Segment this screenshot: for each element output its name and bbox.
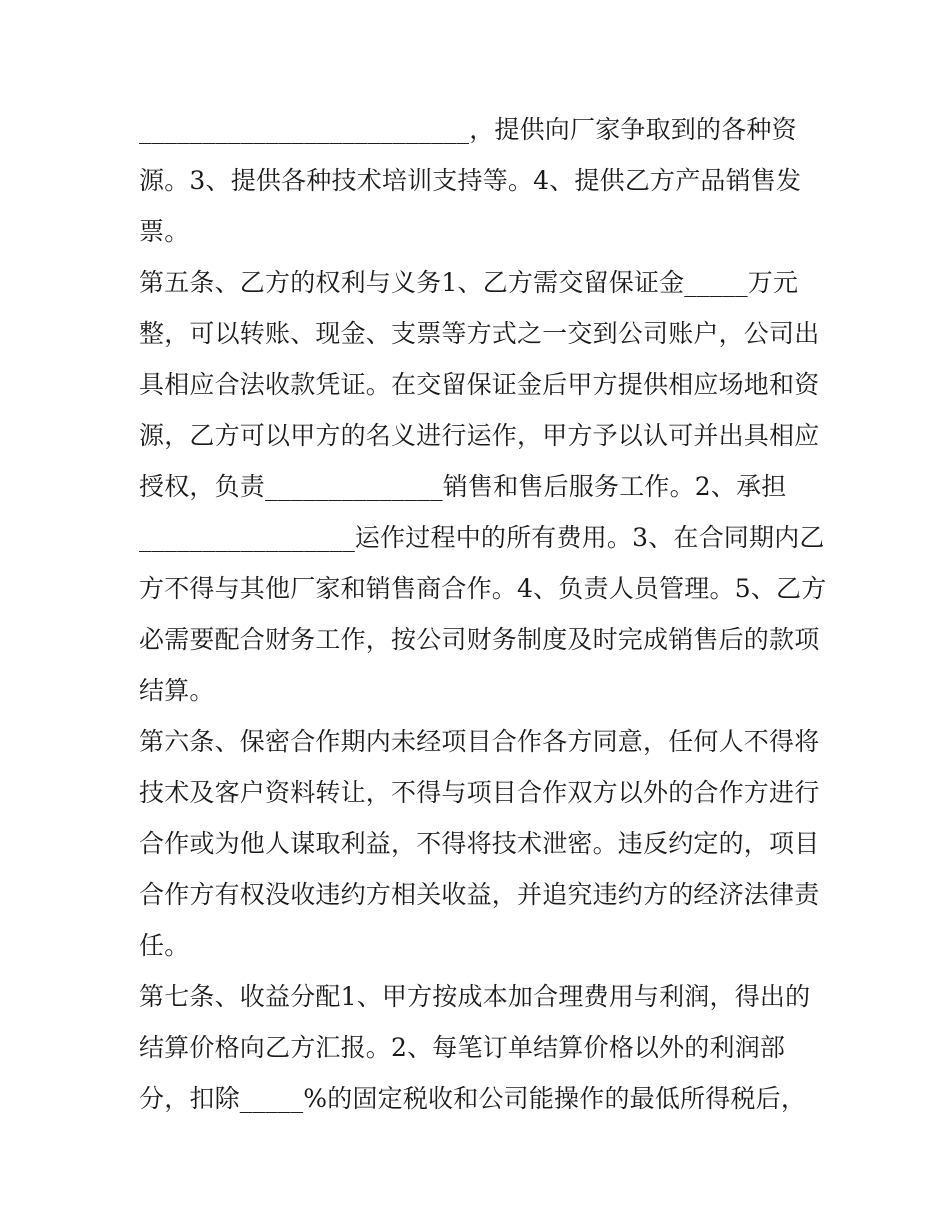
text-line: 分，扣除_____%的固定税收和公司能操作的最低所得税后， — [139, 1084, 807, 1113]
text-line: 必需要配合财务工作，按公司财务制度及时完成销售后的款项 — [139, 625, 820, 654]
text-line: 第六条、保密合作期内未经项目合作各方同意，任何人不得将 — [139, 727, 820, 756]
text-line: 源。3、提供各种技术培训支持等。4、提供乙方产品销售发 — [139, 166, 802, 195]
text-line: 源，乙方可以甲方的名义进行运作，甲方予以认可并出具相应 — [139, 421, 820, 450]
text-line: 任。 — [139, 931, 190, 960]
text-line: __________________________，提供向厂家争取到的各种资 — [139, 115, 797, 144]
text-line: 结算。 — [139, 676, 215, 705]
text-line: 第五条、乙方的权利与义务1、乙方需交留保证金_____万元 — [139, 268, 799, 297]
text-line: _________________运作过程中的所有费用。3、在合同期内乙 — [139, 523, 825, 552]
text-line: 方不得与其他厂家和销售商合作。4、负责人员管理。5、乙方 — [139, 574, 827, 603]
text-line: 整，可以转账、现金、支票等方式之一交到公司账户，公司出 — [139, 319, 820, 348]
text-line: 合作方有权没收违约方相关收益，并追究违约方的经济法律责 — [139, 880, 820, 909]
text-line: 合作或为他人谋取利益，不得将技术泄密。违反约定的，项目 — [139, 829, 820, 858]
text-line: 授权，负责______________销售和售后服务工作。2、承担 — [139, 472, 787, 501]
text-line: 结算价格向乙方汇报。2、每笔订单结算价格以外的利润部 — [139, 1033, 786, 1062]
text-line: 票。 — [139, 217, 190, 246]
text-line: 技术及客户资料转让，不得与项目合作双方以外的合作方进行 — [139, 778, 820, 807]
text-line: 具相应合法收款凭证。在交留保证金后甲方提供相应场地和资 — [139, 370, 820, 399]
text-line: 第七条、收益分配1、甲方按成本加合理费用与利润，得出的 — [139, 982, 811, 1011]
